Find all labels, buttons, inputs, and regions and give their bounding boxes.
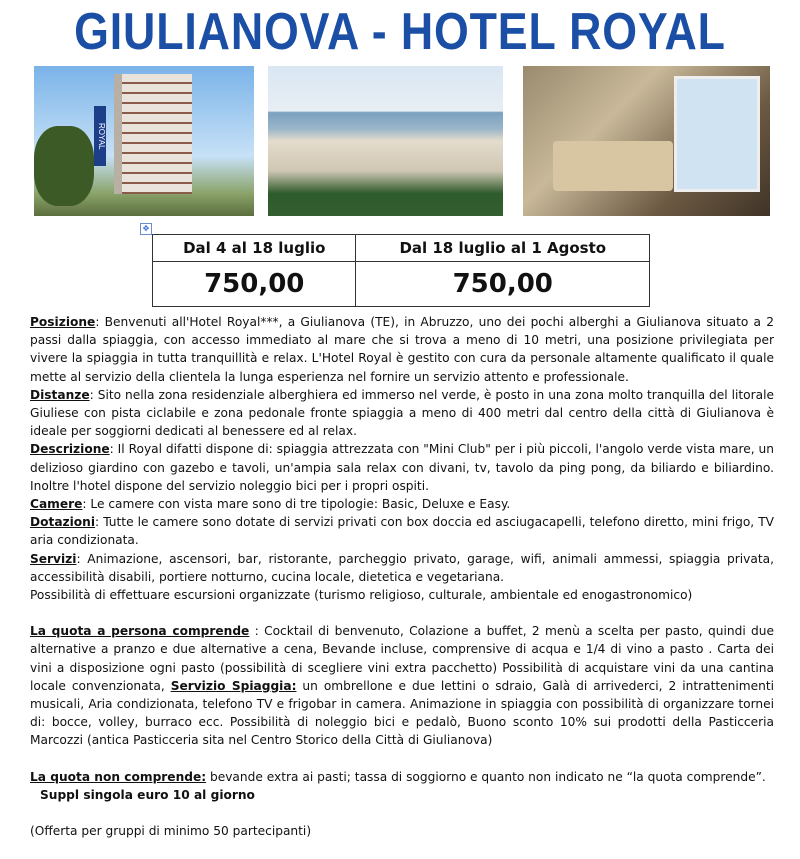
camere-paragraph	[30, 495, 774, 513]
hotel-exterior-photo	[34, 66, 254, 216]
quota-comprende-paragraph	[30, 622, 774, 749]
bed-shape	[553, 141, 673, 191]
quota-non-comprende-paragraph	[30, 768, 774, 786]
supplemento-singola: Suppl singola euro 10 al giorno	[40, 787, 255, 802]
hotel-room-photo	[523, 66, 770, 216]
section-text: bevande extra ai pasti; tassa di soggiorno e quanto non indicato ne “la quota comprende”.	[206, 769, 766, 784]
section-text: : Animazione, ascensori, bar, ristorante, parcheggio privato, garage, wifi, animali ammessi, spiaggia privata, accessibilità disabili, portiere notturno, cucina locale, dietetica e vegetariana.	[30, 551, 774, 584]
section-label: Camere	[30, 497, 83, 512]
hotel-description	[30, 313, 774, 840]
price-period-header: Dal 4 al 18 luglio	[153, 235, 356, 262]
servizi-paragraph	[30, 550, 774, 586]
price-value: 750,00	[153, 262, 356, 307]
section-text: : Sito nella zona residenziale alberghiera ed immerso nel verde, è posto in una zona molto tranquilla del litorale Giuliese con pista ciclabile e zona pedonale fronte spiaggia a meno di 400 metri dal centro della città di Giulianova è ideale per soggiorni dedicati al benessere ed al relax.	[30, 387, 774, 439]
section-label: La quota a persona comprende	[30, 624, 250, 639]
window-shape	[674, 76, 760, 192]
section-label: Distanze	[30, 387, 90, 402]
hotel-building-shape	[114, 74, 192, 194]
section-label: Dotazioni	[30, 515, 96, 530]
escursioni-paragraph: Possibilità di effettuare escursioni organizzate (turismo religioso, culturale, ambientale ed enogastronomico)	[30, 588, 693, 603]
section-label: Servizi	[30, 551, 77, 566]
page-title: GIULIANOVA - HOTEL ROYAL	[74, 3, 726, 61]
section-text: : Tutte le camere sono dotate di servizi privati con box doccia ed asciugacapelli, telefono diretto, mini frigo, TV aria condizionata.	[30, 515, 774, 548]
section-text: : Le camere con vista mare sono di tre tipologie: Basic, Deluxe e Easy.	[82, 497, 511, 512]
section-label: Servizio Spiaggia:	[170, 678, 297, 693]
section-text: : Benvenuti all'Hotel Royal***, a Giulianova (TE), in Abruzzo, uno dei pochi alberghi a Giulianova situato a 2 passi dalla spiaggia, con accesso immediato al mare che si trova a meno di 10 metri, una posizione privilegiata per vivere la spiaggia in tutta tranquillità e relax. L'Hotel Royal è gestito con cura da personale altamente qualificato il quale mette al servizio della clientela la lunga esperienza nel fornire un servizio attento e professionale.	[30, 315, 774, 384]
price-period-header: Dal 18 luglio al 1 Agosto	[356, 235, 650, 262]
price-value: 750,00	[356, 262, 650, 307]
dotazioni-paragraph	[30, 513, 774, 549]
section-text: un ombrellone e due lettini o sdraio, Galà di arrivederci, 2 intrattenimenti musicali, Aria condizionata, telefono TV e frigobar in camera. Animazione in spiaggia con possibilità di organizzare tornei di: bocce, volley, burraco ecc. Possibilità di noleggio bici e pedalò, Buono sconto 10% sui prodotti della Pasticceria Marcozzi (antica Pasticceria sita nel Centro Storico della Città di Giulianova)	[30, 678, 775, 748]
descrizione-paragraph	[30, 440, 774, 495]
hotel-sign: ROYAL	[94, 106, 106, 166]
beach-photo	[268, 66, 503, 216]
section-label: Descrizione	[30, 442, 110, 457]
price-table	[152, 234, 650, 307]
posizione-paragraph	[30, 313, 774, 386]
table-move-handle-icon[interactable]: ✥	[140, 223, 152, 235]
section-label: Posizione	[30, 315, 96, 329]
section-text: : Il Royal difatti dispone di: spiaggia attrezzata con "Mini Club" per i più piccoli, l'angolo verde vista mare, un delizioso giardino con gazebo e tavoli, un'ampia sala relax con divani, tv, tavolo da ping pong, da biliardo e biliardino. Inoltre l'hotel dispone del servizio noleggio bici per i propri ospiti.	[30, 442, 774, 493]
section-text: : Cocktail di benvenuto, Colazione a buffet, 2 menù a scelta per pasto, quindi due alternative a pranzo e due alternative a cena, Bevande incluse, comprensive di acqua e 1/4 di vino a pasto . Carta dei vini a disposizione ogni pasto (possibilità di scegliere vini extra pacchetto) Possibilità di acquistare vini da una cantina locale convenzionata,	[30, 624, 774, 693]
section-label: La quota non comprende:	[30, 769, 207, 784]
tree-shape	[34, 126, 94, 206]
distanze-paragraph	[30, 386, 774, 441]
offerta-note: (Offerta per gruppi di minimo 50 partecipanti)	[30, 824, 312, 839]
